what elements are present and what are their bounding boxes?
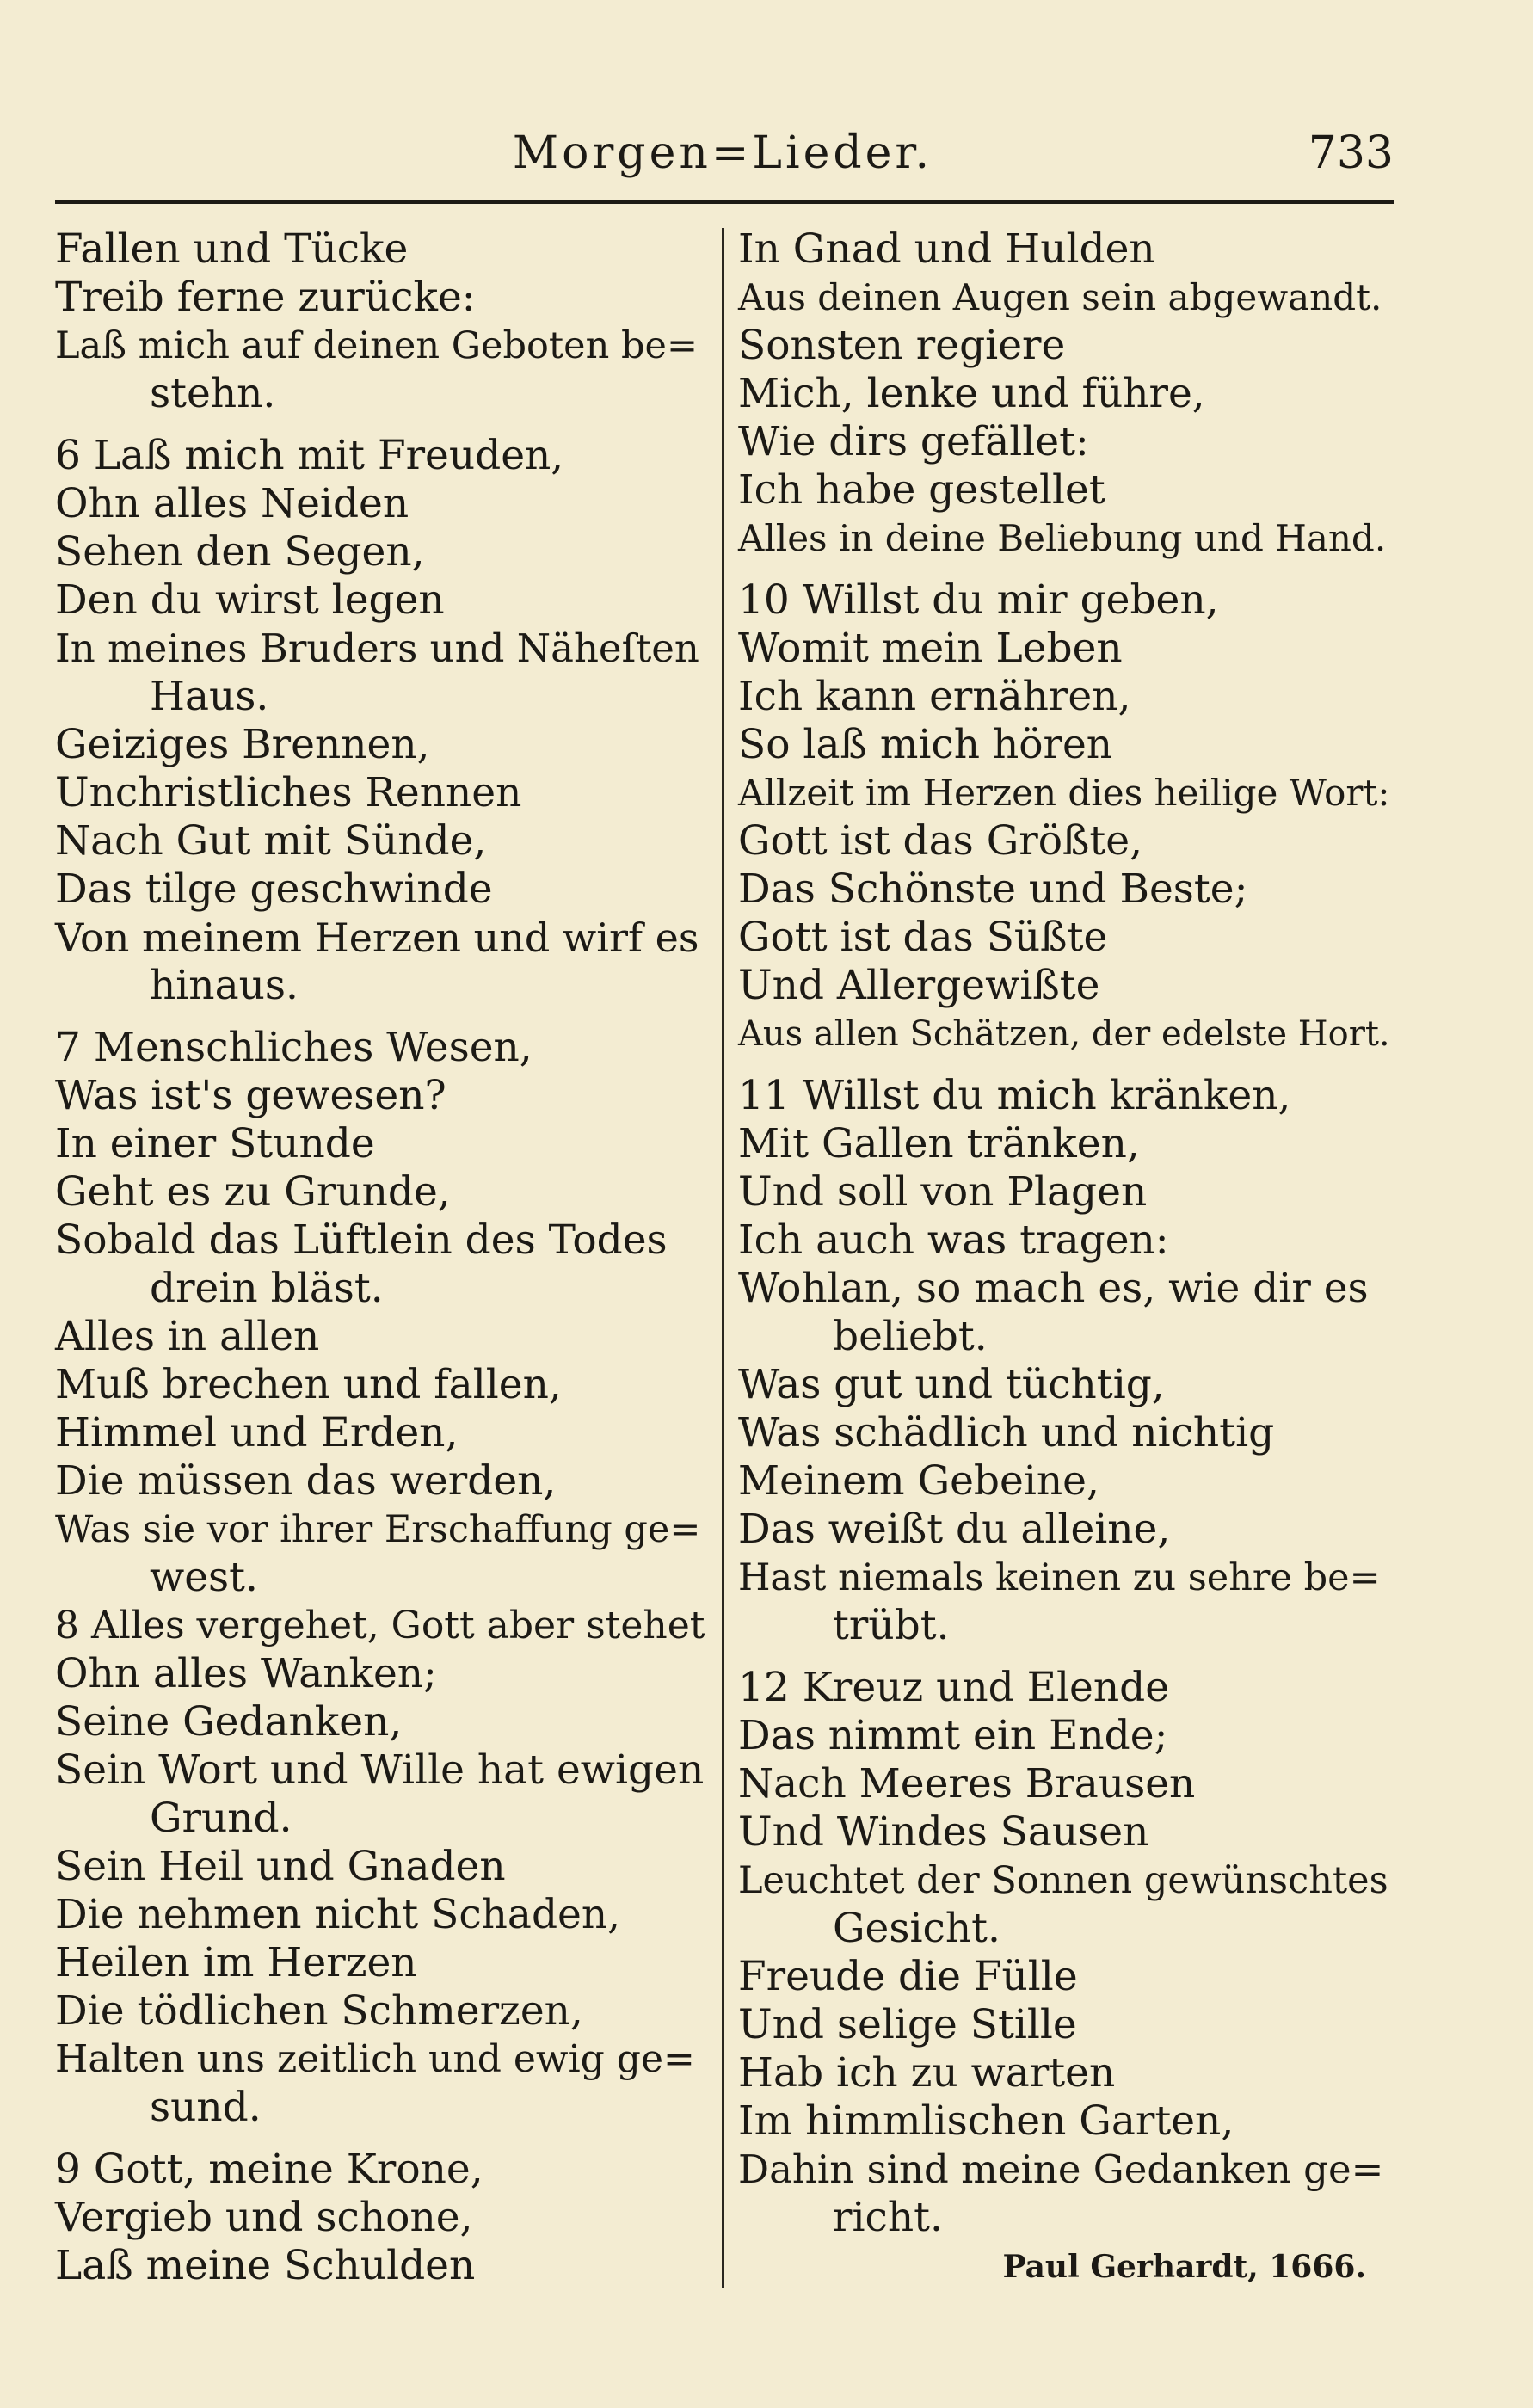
verse-line: Meinem Gebeine, xyxy=(738,1457,1099,1505)
verse-line: Ohn alles Wanken; xyxy=(55,1650,437,1697)
left-column xyxy=(55,225,709,2290)
verse-line: So laß mich hören xyxy=(738,721,1113,768)
verse-line: 8 Alles vergehet, Gott aber stehet xyxy=(55,1604,705,1647)
verse-line: sund. xyxy=(150,2084,262,2131)
verse-line: Und Allergewißte xyxy=(738,962,1100,1009)
verse-line: stehn. xyxy=(150,370,276,417)
verse-line: Mit Gallen tränken, xyxy=(738,1120,1140,1167)
verse-line: Sehen den Segen, xyxy=(55,528,425,576)
verse-line: 11 Willst du mich kränken, xyxy=(738,1072,1291,1119)
verse-line: Aus deinen Augen sein abgewandt. xyxy=(738,276,1382,318)
verse-line: Hab ich zu warten xyxy=(738,2049,1116,2097)
verse-line: Freude die Fülle xyxy=(738,1953,1078,2000)
verse-line: Sein Wort und Wille hat ewigen xyxy=(55,1746,705,1794)
verse-line: Und selige Stille xyxy=(738,2001,1077,2048)
verse-line: In Gnad und Hulden xyxy=(738,225,1155,273)
verse-line: Den du wirst legen xyxy=(55,576,445,624)
verse-line: Von meinem Herzen und wirf es xyxy=(55,915,699,961)
verse-line: hinaus. xyxy=(150,962,299,1009)
verse-line: Muß brechen und fallen, xyxy=(55,1361,562,1408)
verse-line: Was sie vor ihrer Erschaffung ge= xyxy=(55,1508,701,1551)
verse-line: Womit mein Leben xyxy=(738,625,1123,672)
verse-line: 6 Laß mich mit Freuden, xyxy=(55,432,564,479)
verse-line: 7 Menschliches Wesen, xyxy=(55,1024,533,1071)
verse-line: Und Windes Sausen xyxy=(738,1808,1149,1856)
verse-line: trübt. xyxy=(833,1602,950,1649)
author-attribution: Paul Gerhardt, 1666. xyxy=(1002,2249,1366,2285)
verse-line: Alles in allen xyxy=(55,1313,320,1360)
verse-line: Leuchtet der Sonnen gewünschtes xyxy=(738,1859,1388,1902)
verse-line: Was ist's gewesen? xyxy=(55,1072,446,1119)
header-rule xyxy=(55,200,1394,204)
verse-line: Unchristliches Rennen xyxy=(55,769,522,816)
verse-line: Laß meine Schulden xyxy=(55,2242,476,2289)
page-header xyxy=(52,127,1394,196)
verse-line: Aus allen Schätzen, der edelste Hort. xyxy=(738,1014,1390,1054)
verse-line: Mich, lenke und führe, xyxy=(738,370,1205,417)
verse-line: Himmel und Erden, xyxy=(55,1409,459,1457)
verse-line: Ich kann ernähren, xyxy=(738,673,1131,720)
verse-line: Gott ist das Größte, xyxy=(738,817,1143,865)
verse-line: Sonsten regiere xyxy=(738,322,1066,369)
verse-line: Grund. xyxy=(150,1795,292,1842)
verse-line: Gesicht. xyxy=(833,1905,1000,1952)
verse-line: Heilen im Herzen xyxy=(55,1939,417,1986)
verse-line: Nach Meeres Brausen xyxy=(738,1760,1196,1808)
verse-line: Seine Gedanken, xyxy=(55,1698,403,1746)
verse-line: west. xyxy=(150,1554,258,1601)
verse-line: Ich auch was tragen: xyxy=(738,1216,1169,1264)
verse-line: Die nehmen nicht Schaden, xyxy=(55,1891,621,1938)
verse-line: Dahin sind meine Gedanken ge= xyxy=(738,2146,1384,2192)
verse-line: beliebt. xyxy=(833,1313,988,1360)
verse-line: Was schädlich und nichtig xyxy=(738,1409,1275,1457)
verse-line: Wohlan, so mach es, wie dir es xyxy=(738,1265,1369,1312)
verse-line: Halten uns zeitlich und ewig ge= xyxy=(55,2037,695,2081)
verse-line: Vergieb und schone, xyxy=(55,2194,473,2241)
verse-line: Nach Gut mit Sünde, xyxy=(55,817,487,865)
verse-line: Was gut und tüchtig, xyxy=(738,1361,1165,1408)
verse-line: Geht es zu Grunde, xyxy=(55,1168,451,1216)
verse-line: Haus. xyxy=(150,673,269,720)
verse-line: Die müssen das werden, xyxy=(55,1457,557,1505)
verse-line: Alles in deine Beliebung und Hand. xyxy=(738,517,1387,559)
verse-line: Sobald das Lüftlein des Todes xyxy=(55,1216,668,1264)
verse-line: Gott ist das Süßte xyxy=(738,914,1108,961)
page-number: 733 xyxy=(1308,127,1394,179)
verse-line: Das weißt du alleine, xyxy=(738,1506,1171,1553)
verse-line: Die tödlichen Schmerzen, xyxy=(55,1987,583,2035)
verse-line: Und soll von Plagen xyxy=(738,1168,1148,1216)
verse-line: 10 Willst du mir geben, xyxy=(738,576,1219,624)
verse-line: Das Schönste und Beste; xyxy=(738,865,1248,913)
verse-line: Allzeit im Herzen dies heilige Wort: xyxy=(738,772,1390,814)
verse-line: 9 Gott, meine Krone, xyxy=(55,2146,483,2193)
verse-line: Ich habe gestellet xyxy=(738,466,1105,514)
section-title: Morgen=Lieder. xyxy=(512,127,933,179)
verse-line: Das tilge geschwinde xyxy=(55,865,493,913)
verse-line: Fallen und Tücke xyxy=(55,225,409,273)
verse-line: Hast niemals keinen zu sehre be= xyxy=(738,1556,1381,1599)
right-column xyxy=(738,225,1394,2242)
verse-line: Geiziges Brennen, xyxy=(55,721,430,768)
verse-line: Wie dirs gefället: xyxy=(738,418,1089,465)
verse-line: Ohn alles Neiden xyxy=(55,480,409,527)
verse-line: drein bläst. xyxy=(150,1265,384,1312)
verse-line: Laß mich auf deinen Geboten be= xyxy=(55,324,698,367)
column-divider xyxy=(722,228,724,2288)
verse-line: Das nimmt ein Ende; xyxy=(738,1712,1168,1759)
verse-line: In einer Stunde xyxy=(55,1120,375,1167)
verse-line: Treib ferne zurücke: xyxy=(55,274,476,321)
verse-line: Im himmlischen Garten, xyxy=(738,2097,1234,2145)
verse-line: richt. xyxy=(833,2194,943,2241)
verse-line: 12 Kreuz und Elende xyxy=(738,1664,1170,1711)
verse-line: In meines Bruders und Näheſten xyxy=(55,625,699,671)
verse-line: Sein Heil und Gnaden xyxy=(55,1843,506,1890)
